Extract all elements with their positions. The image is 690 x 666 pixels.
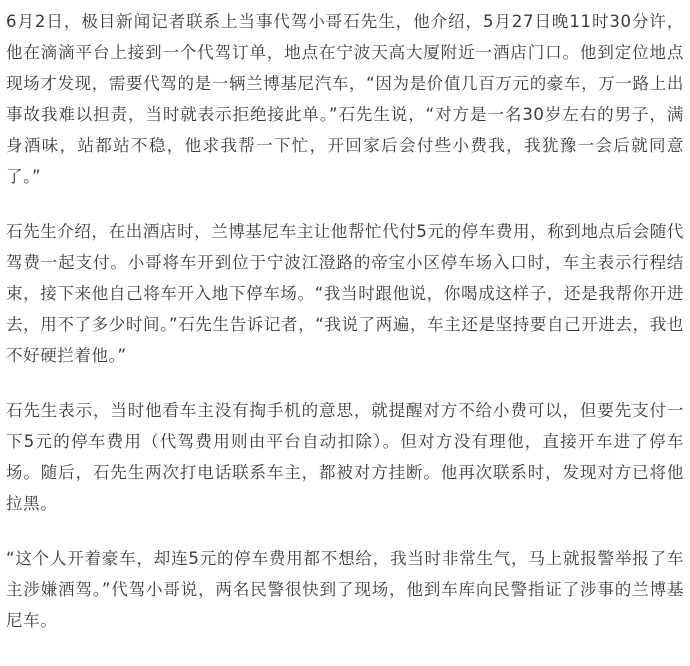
paragraph-3: 石先生表示，当时他看车主没有掏手机的意思，就提醒对方不给小费可以，但要先支付一下5元的停车费用（代驾费用则由平台自动扣除）。但对方没有理他，直接开车进了停车场。随后，石先生两次打电话联系车主，都被对方挂断。他再次联系时，发现对方已将他拉黑。 <box>6 401 684 513</box>
paragraph-4: “这个人开着豪车，却连5元的停车费用都不想给，我当时非常生气，马上就报警举报了车主涉嫌酒驾。”代驾小哥说，两名民警很快到了现场，他到车库向民警指证了涉事的兰博基尼车。 <box>6 549 684 630</box>
paragraph-1: 6月2日，极目新闻记者联系上当事代驾小哥石先生，他介绍，5月27日晚11时30分许，他在滴滴平台上接到一个代驾订单，地点在宁波天高大厦附近一酒店门口。他到定位地点现场才发现，需要代驾的是一辆兰博基尼汽车，“因为是价值几百万元的豪车，万一路上出事故我难以担责，当时就表示拒绝接此单。”石先生说，“对方是一名30岁左右的男子，满身酒味，站都站不稳，他求我帮一下忙，开回家后会付些小费我，我犹豫一会后就同意了。” <box>6 12 684 186</box>
paragraph-2: 石先生介绍，在出酒店时，兰博基尼车主让他帮忙代付5元的停车费用，称到地点后会随代驾费一起支付。小哥将车开到位于宁波江澄路的帝宝小区停车场入口时，车主表示行程结束，接下来他自己将车开入地下停车场。“我当时跟他说，你喝成这样子，还是我帮你开进去，用不了多少时间。”石先生告诉记者，“我说了两遍，车主还是坚持要自己开进去，我也不好硬拦着他。” <box>6 222 684 365</box>
